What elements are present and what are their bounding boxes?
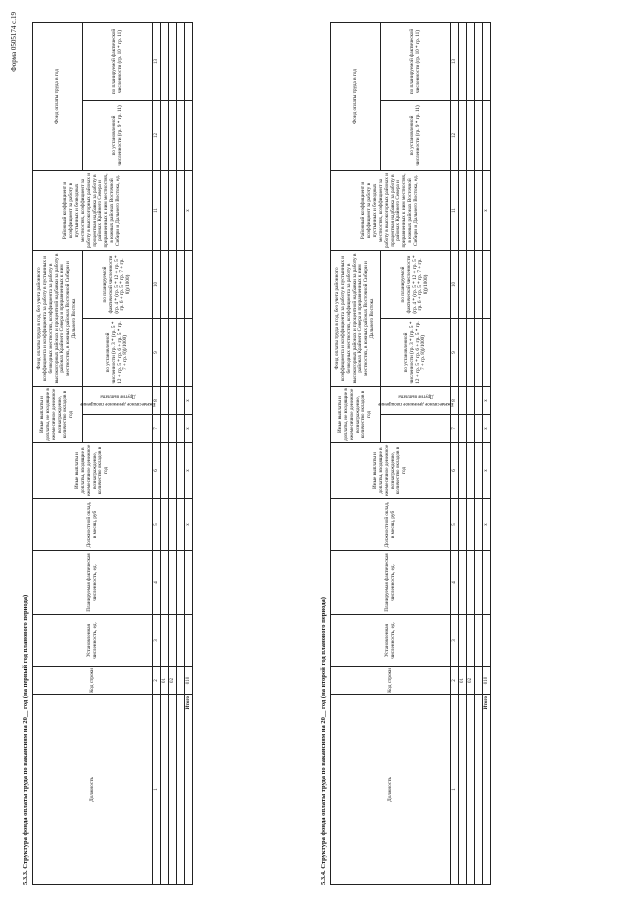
total-cell[interactable] [483,250,491,318]
cell[interactable] [467,615,475,667]
column-number: 2 [153,667,161,695]
cell-position[interactable] [169,695,177,885]
total-cell: х [483,415,491,443]
total-cell: х [185,499,193,551]
column-number: 5 [153,499,161,551]
total-cell[interactable] [483,22,491,100]
cell[interactable] [177,615,185,667]
total-cell[interactable] [185,551,193,615]
cell[interactable] [459,499,467,551]
column-number: 7 [153,415,161,443]
total-cell[interactable] [483,319,491,387]
header-payroll-established: по установленной численности (гр. 9 * гр. 11) [83,100,153,170]
column-number: 13 [153,22,161,100]
total-cell: х [185,387,193,415]
cell[interactable] [169,499,177,551]
cell[interactable] [161,551,169,615]
total-cell: х [483,443,491,499]
cell[interactable] [459,387,467,415]
column-number: 2 [451,667,459,695]
column-number: 3 [153,615,161,667]
form-number: Форма 0505174 с.19 [10,12,18,72]
cell[interactable] [161,443,169,499]
cell[interactable] [475,415,483,443]
header-planned-headcount: Планируемая фактическая численность, ед. [331,551,451,615]
column-number: 1 [451,695,459,885]
header-other-payments-not-monthly: Иные выплаты и доплаты, не входящие в ежемесячное денежное вознаграждение, количество окладов в год [33,387,83,443]
header-by-established: по установленной численности (гр. 3 * (гр. 5 * 12 + гр. 5 * гр. 6 + гр. 5 * гр. 7 + гр. 8))/1000) [381,319,451,387]
column-number: 8 [153,387,161,415]
header-by-planned: по планируемой фактической численности (гр. 4 * (гр. 5 * 12 + гр. 5 * гр. 6 + гр. 5 * гр. 7 + гр. 8))/1000) [381,250,451,318]
header-annual-payroll: Фонд оплаты труда в год [33,22,83,170]
header-payroll-without-coef: Фонд оплаты труда в год, без учета районного коэффициента и коэффициента за работу в пустынных и безводных местностях, коэффициента за работу в высокогорных районах и процентной надбавки за работу в районах Крайнего Севера и приравненных к ним местностях, в южных районах Восточной Сибири и Дальнего Востока [33,250,83,386]
header-payroll-planned: по планируемой фактической численности (гр. 10 * гр. 11) [83,22,153,100]
total-cell[interactable] [185,22,193,100]
header-regional-coef: Районный коэффициент и коэффициент за работу в пустынных и безводных местностях, коэффициент за работу в высокогорных районах и процентная надбавка за работу в районах Крайнего Севера и приравненных к ним местностях, в южных районах Восточной Сибири и Дальнего Востока, ед. [33,170,153,250]
column-number: 8 [451,387,459,415]
total-label: Итого [483,695,491,885]
table-row [467,22,475,884]
cell[interactable] [467,499,475,551]
cell[interactable] [161,250,169,318]
total-row [185,22,193,884]
header-other-payments-monthly: Иные выплаты и доплаты, входящие в ежемесячное денежное вознаграждение, количество окладов в год [331,443,451,499]
cell[interactable] [475,443,483,499]
cell[interactable] [177,667,185,695]
column-number: 9 [451,319,459,387]
header-planned-headcount: Планируемая фактическая численность, ед. [33,551,153,615]
header-position: Должность [33,695,153,885]
total-cell: х [185,415,193,443]
cell[interactable] [467,443,475,499]
cell[interactable] [459,22,467,100]
cell[interactable] [161,170,169,250]
total-code: 010 [483,667,491,695]
cell[interactable] [169,615,177,667]
cell[interactable] [459,250,467,318]
cell[interactable] [177,695,185,885]
cell[interactable] [459,615,467,667]
column-number: 6 [153,443,161,499]
cell-position[interactable] [161,695,169,885]
header-payroll-established: по установленной численности (гр. 9 * гр. 11) [381,100,451,170]
cell[interactable] [169,551,177,615]
cell[interactable] [177,319,185,387]
total-cell: х [483,499,491,551]
table-1 [32,22,193,885]
cell[interactable] [169,22,177,100]
column-number: 3 [451,615,459,667]
cell[interactable] [177,443,185,499]
total-cell[interactable] [185,615,193,667]
cell[interactable] [177,100,185,170]
header-monthly-cash-incentive: Ежемесячное денежное поощрение [381,415,451,443]
column-number: 10 [451,250,459,318]
table-row [169,22,177,884]
header-monthly-cash-incentive: Ежемесячное денежное поощрение [83,415,153,443]
cell-position[interactable] [467,695,475,885]
cell[interactable] [169,443,177,499]
header-monthly-salary: Должностной оклад, в месяц, руб [33,499,153,551]
table-row [161,22,169,884]
cell[interactable] [459,443,467,499]
total-cell: х [185,170,193,250]
header-position: Должность [331,695,451,885]
header-by-established: по установленной численности (гр. 3 * (гр. 5 * 12 + гр. 5 * гр. 6 + гр. 5 * гр. 7 + гр. 8))/1000) [83,319,153,387]
total-cell[interactable] [483,615,491,667]
cell[interactable] [169,100,177,170]
cell[interactable] [161,319,169,387]
cell-row-code: 01 [459,667,467,695]
header-row-code: Код строки [33,667,153,695]
cell[interactable] [467,415,475,443]
column-number: 5 [451,499,459,551]
column-number: 10 [153,250,161,318]
column-number: 12 [451,100,459,170]
cell[interactable] [161,499,169,551]
total-cell[interactable] [185,250,193,318]
cell[interactable] [459,551,467,615]
table-2 [330,22,491,885]
total-row [483,22,491,884]
total-cell[interactable] [185,100,193,170]
cell[interactable] [177,250,185,318]
table-2-caption: 5.3.4. Структура фонда оплаты труда по вакансиям на 20__ год (на второй год планового периода) [320,597,327,885]
column-number: 13 [451,22,459,100]
cell[interactable] [459,319,467,387]
cell[interactable] [177,415,185,443]
column-number: 12 [153,100,161,170]
cell[interactable] [467,387,475,415]
cell[interactable] [161,387,169,415]
cell[interactable] [161,100,169,170]
table-row [459,22,467,884]
cell[interactable] [169,415,177,443]
cell[interactable] [177,22,185,100]
cell-row-code: 02 [169,667,177,695]
header-other-payments: Другие выплаты [83,387,153,415]
total-cell: х [185,443,193,499]
total-cell: х [483,170,491,250]
total-cell[interactable] [483,551,491,615]
cell[interactable] [467,170,475,250]
total-cell[interactable] [483,100,491,170]
header-payroll-planned: по планируемой фактической численности (гр. 10 * гр. 11) [381,22,451,100]
header-other-payments-monthly: Иные выплаты и доплаты, входящие в ежемесячное денежное вознаграждение, количество окладов в год [33,443,153,499]
cell[interactable] [475,551,483,615]
cell[interactable] [475,499,483,551]
cell[interactable] [475,100,483,170]
cell[interactable] [459,415,467,443]
header-by-planned: по планируемой фактической численности (гр. 4 * (гр. 5 * 12 + гр. 5 * гр. 6 + гр. 5 * гр. 7 + гр. 8))/1000) [83,250,153,318]
cell[interactable] [475,387,483,415]
cell[interactable] [161,615,169,667]
total-label: Итого [185,695,193,885]
total-code: 010 [185,667,193,695]
cell[interactable] [467,551,475,615]
table-row-blank [177,22,185,884]
cell[interactable] [475,615,483,667]
header-established-headcount: Установленная численность, ед. [331,615,451,667]
column-number: 11 [451,170,459,250]
column-number: 6 [451,443,459,499]
cell[interactable] [475,250,483,318]
cell[interactable] [475,170,483,250]
column-number: 7 [451,415,459,443]
cell[interactable] [177,387,185,415]
header-annual-payroll: Фонд оплаты труда в год [331,22,381,170]
cell-position[interactable] [459,695,467,885]
header-row-code: Код строки [331,667,451,695]
column-number: 9 [153,319,161,387]
cell[interactable] [161,415,169,443]
cell[interactable] [467,250,475,318]
cell-row-code: 02 [467,667,475,695]
cell[interactable] [459,170,467,250]
column-number: 4 [153,551,161,615]
cell[interactable] [169,319,177,387]
header-regional-coef: Районный коэффициент и коэффициент за работу в пустынных и безводных местностях, коэффициент за работу в высокогорных районах и процентная надбавка за работу в районах Крайнего Севера и приравненных к ним местностях, в южных районах Восточной Сибири и Дальнего Востока, ед. [331,170,451,250]
cell[interactable] [177,551,185,615]
cell[interactable] [459,100,467,170]
total-cell: х [483,387,491,415]
header-other-payments: Другие выплаты [381,387,451,415]
cell[interactable] [169,250,177,318]
column-number: 1 [153,695,161,885]
cell[interactable] [467,319,475,387]
cell[interactable] [475,319,483,387]
cell[interactable] [475,695,483,885]
cell[interactable] [177,499,185,551]
column-number: 11 [153,170,161,250]
header-other-payments-not-monthly: Иные выплаты и доплаты, не входящие в ежемесячное денежное вознаграждение, количество окладов в год [331,387,381,443]
column-number: 4 [451,551,459,615]
header-payroll-without-coef: Фонд оплаты труда в год, без учета районного коэффициента и коэффициента за работу в пустынных и безводных местностях, коэффициента за работу в высокогорных районах и процентной надбавки за работу в районах Крайнего Севера и приравненных к ним местностях, в южных районах Восточной Сибири и Дальнего Востока [331,250,381,386]
cell[interactable] [177,170,185,250]
header-monthly-salary: Должностной оклад, в месяц, руб [331,499,451,551]
cell[interactable] [475,22,483,100]
cell[interactable] [467,22,475,100]
cell[interactable] [467,100,475,170]
cell[interactable] [475,667,483,695]
table-1-caption: 5.3.3. Структура фонда оплаты труда по вакансиям на 20__ год (на первый год планового периода) [22,594,29,885]
cell[interactable] [169,170,177,250]
cell[interactable] [169,387,177,415]
table-row-blank [475,22,483,884]
cell[interactable] [161,22,169,100]
cell-row-code: 01 [161,667,169,695]
total-cell[interactable] [185,319,193,387]
header-established-headcount: Установленная численность, ед. [33,615,153,667]
